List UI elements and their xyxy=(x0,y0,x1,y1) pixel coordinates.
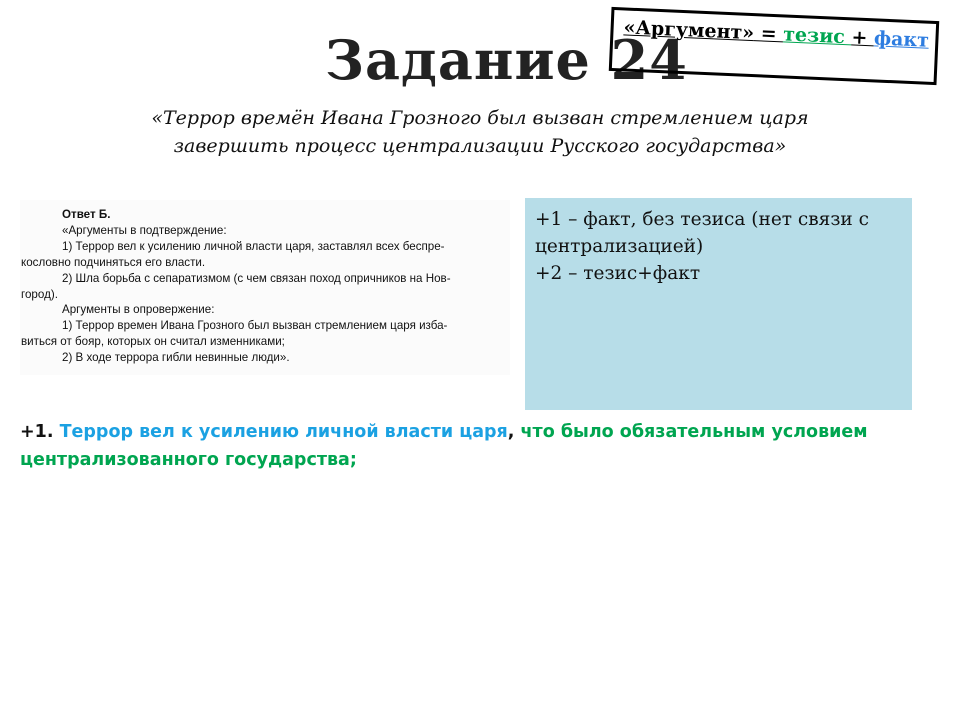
formula-argument: «Аргумент» xyxy=(623,16,755,45)
answer-number: +1. xyxy=(20,422,54,442)
scan-line: виться от бояр, которых он считал изменниками; xyxy=(21,335,285,349)
formula-thesis: тезис xyxy=(782,23,852,49)
scan-line: 2) В ходе террора гибли невинные люди». xyxy=(62,351,290,365)
model-answer xyxy=(20,418,920,474)
page-title: Задание 24 xyxy=(325,28,688,92)
formula-fact: факт xyxy=(873,27,930,52)
scan-line: кословно подчиняться его власти. xyxy=(21,255,206,269)
score-line-2: +2 – тезис+факт xyxy=(535,263,701,284)
task-quote xyxy=(80,104,880,160)
scan-line: 1) Террор вел к усилению личной власти царя, заставлял всех беспре- xyxy=(62,239,445,253)
scan-line-heading: Ответ Б. xyxy=(62,208,111,221)
answer-scan xyxy=(20,200,510,375)
formula-text xyxy=(623,16,929,51)
quote-line-1: «Террор времён Ивана Грозного был вызван стремлением царя xyxy=(151,107,809,129)
scan-line: «Аргументы в подтверждение: xyxy=(62,223,227,237)
score-line-1: +1 – факт, без тезиса (нет связи с централизацией) xyxy=(535,209,870,257)
scoring-box xyxy=(525,198,912,410)
scan-line: 1) Террор времен Ивана Грозного был вызван стремлением царя изба- xyxy=(62,319,448,333)
answer-fact: Террор вел к усилению личной власти царя xyxy=(53,422,508,442)
formula-equals: = xyxy=(753,22,784,46)
answer-thesis: что было обязательным условием централизованного государства; xyxy=(20,422,868,470)
scan-line: 2) Шла борьба с сепаратизмом (с чем связан поход опричников на Нов- xyxy=(62,271,451,285)
scan-line: город). xyxy=(21,287,58,301)
quote-line-2: завершить процесс централизации Русского государства» xyxy=(173,135,787,157)
answer-comma: , xyxy=(507,422,515,442)
scan-line: Аргументы в опровержение: xyxy=(62,303,215,317)
formula-plus: + xyxy=(850,26,875,50)
